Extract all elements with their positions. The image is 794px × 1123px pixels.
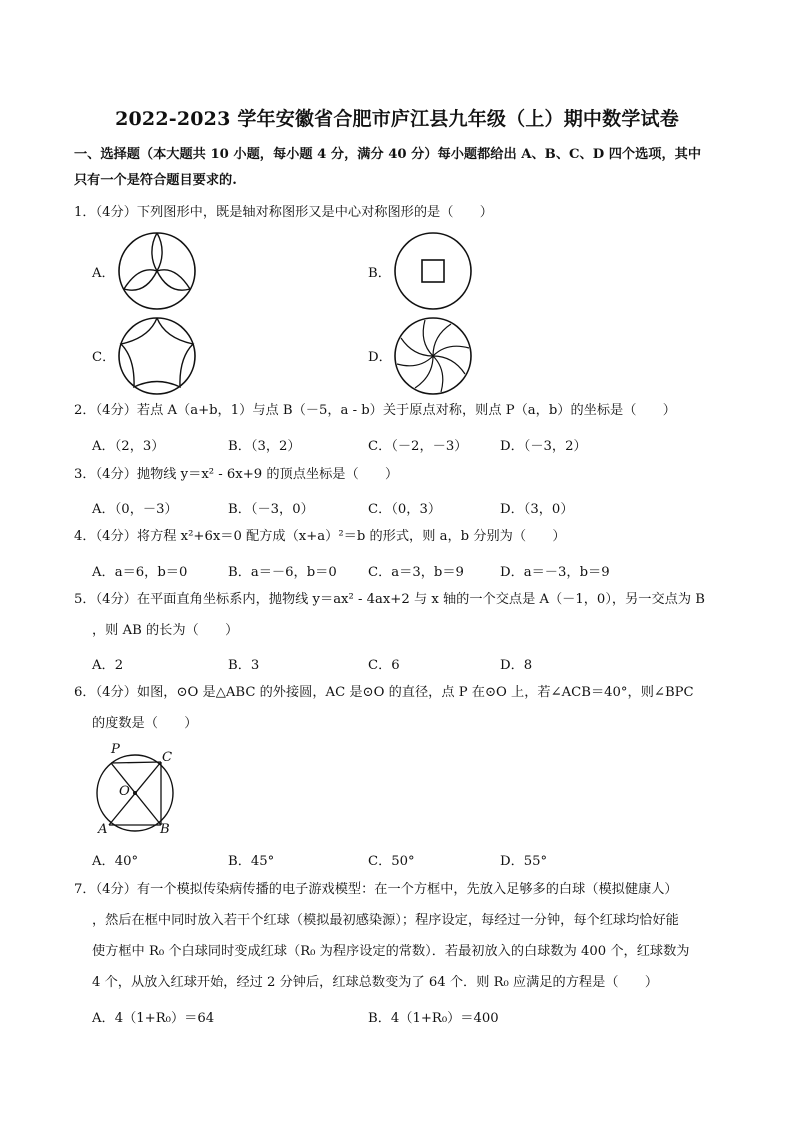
figure-1a bbox=[117, 231, 197, 311]
option-3a: A．（0，－3） bbox=[92, 502, 178, 517]
question-5-cont: ，则 AB 的长为（ ） bbox=[92, 623, 239, 638]
option-3b: B．（－3，0） bbox=[228, 502, 314, 517]
question-2 bbox=[74, 396, 734, 426]
option-5a: A．2 bbox=[92, 658, 124, 673]
question-text: （4分）下列图形中，既是轴对称图形又是中心对称图形的是（ ） bbox=[95, 205, 493, 220]
label-a: A bbox=[98, 822, 108, 837]
section-header-line1: 一、选择题（本大题共 10 小题，每小题 4 分，满分 40 分）每小题都给出 A、B、C、D 四个选项，其中 bbox=[74, 147, 702, 162]
question-text: （4分）若点 A（a+b，1）与点 B（－5，a - b）关于原点对称，则点 P（a，b）的坐标是（ ） bbox=[95, 403, 676, 418]
option-7a: A．4（1+R₀）＝64 bbox=[92, 1011, 215, 1026]
option-6a: A．40° bbox=[92, 854, 139, 869]
label-b: B bbox=[160, 822, 170, 837]
option-4a: A．a＝6，b＝0 bbox=[92, 565, 188, 580]
option-3c: C．（0，3） bbox=[368, 502, 442, 517]
label-p: P bbox=[111, 742, 120, 757]
option-6d: D．55° bbox=[500, 854, 548, 869]
question-text: （4分）在平面直角坐标系内，抛物线 y＝ax² - 4ax+2 与 x 轴的一个交点是 A（－1，0），另一交点为 B bbox=[95, 592, 705, 607]
option-1c: C． bbox=[92, 350, 116, 365]
label-c: C bbox=[162, 750, 173, 765]
question-number: 3． bbox=[74, 467, 96, 482]
option-1a: A． bbox=[92, 266, 115, 281]
option-6b: B．45° bbox=[228, 854, 275, 869]
question-number: 6． bbox=[74, 685, 96, 700]
figure-1b bbox=[393, 231, 473, 311]
question-7 bbox=[74, 875, 734, 905]
figure-6-circle bbox=[95, 753, 175, 833]
question-3 bbox=[74, 460, 734, 490]
question-4 bbox=[74, 522, 734, 552]
option-1d: D． bbox=[368, 350, 392, 365]
question-number: 4． bbox=[74, 529, 96, 544]
option-2d: D．（－3，2） bbox=[500, 439, 587, 454]
figure-1c bbox=[117, 316, 197, 396]
option-4c: C．a＝3，b＝9 bbox=[368, 565, 464, 580]
question-5 bbox=[74, 585, 734, 615]
question-number: 7． bbox=[74, 882, 96, 897]
question-text: （4分）抛物线 y＝x² - 6x+9 的顶点坐标是（ ） bbox=[95, 467, 399, 482]
option-5d: D．8 bbox=[500, 658, 533, 673]
option-1b: B． bbox=[368, 266, 391, 281]
figure-1d bbox=[393, 316, 473, 396]
label-o: O bbox=[119, 784, 130, 799]
question-number: 1． bbox=[74, 205, 96, 220]
question-text: （4分）有一个模拟传染病传播的电子游戏模型：在一个方框中，先放入足够多的白球（模拟健康人） bbox=[95, 882, 678, 897]
option-3d: D．（3，0） bbox=[500, 502, 574, 517]
question-7-line2: ，然后在框中同时放入若干个红球（模拟最初感染源）；程序设定，每经过一分钟，每个红球均恰好能 bbox=[92, 913, 679, 928]
question-6 bbox=[74, 678, 734, 708]
question-1 bbox=[74, 198, 734, 228]
page-title: 2022-2023 学年安徽省合肥市庐江县九年级（上）期中数学试卷 bbox=[115, 108, 679, 130]
option-2c: C．（－2，－3） bbox=[368, 439, 468, 454]
option-7b: B．4（1+R₀）＝400 bbox=[368, 1011, 499, 1026]
question-7-line3: 使方框中 R₀ 个白球同时变成红球（R₀ 为程序设定的常数）．若最初放入的白球数为 400 个，红球数为 bbox=[92, 944, 690, 959]
question-text: （4分）将方程 x²+6x＝0 配方成（x+a）²＝b 的形式，则 a，b 分别为（ ） bbox=[95, 529, 566, 544]
question-number: 2． bbox=[74, 403, 96, 418]
question-6-cont: 的度数是（ ） bbox=[92, 716, 198, 731]
option-4d: D．a＝－3，b＝9 bbox=[500, 565, 610, 580]
option-5c: C．6 bbox=[368, 658, 400, 673]
option-6c: C．50° bbox=[368, 854, 415, 869]
option-5b: B．3 bbox=[228, 658, 260, 673]
option-2b: B．（3，2） bbox=[228, 439, 301, 454]
option-4b: B．a＝－6，b＝0 bbox=[228, 565, 337, 580]
question-7-line4: 4 个，从放入红球开始，经过 2 分钟后，红球总数变为了 64 个．则 R₀ 应满足的方程是（ ） bbox=[92, 975, 659, 990]
section-header-line2: 只有一个是符合题目要求的. bbox=[74, 173, 237, 188]
option-2a: A．（2，3） bbox=[92, 439, 165, 454]
question-number: 5． bbox=[74, 592, 96, 607]
question-text: （4分）如图，⊙O 是△ABC 的外接圆，AC 是⊙O 的直径，点 P 在⊙O 上，若∠ACB＝40°，则∠BPC bbox=[95, 685, 694, 700]
